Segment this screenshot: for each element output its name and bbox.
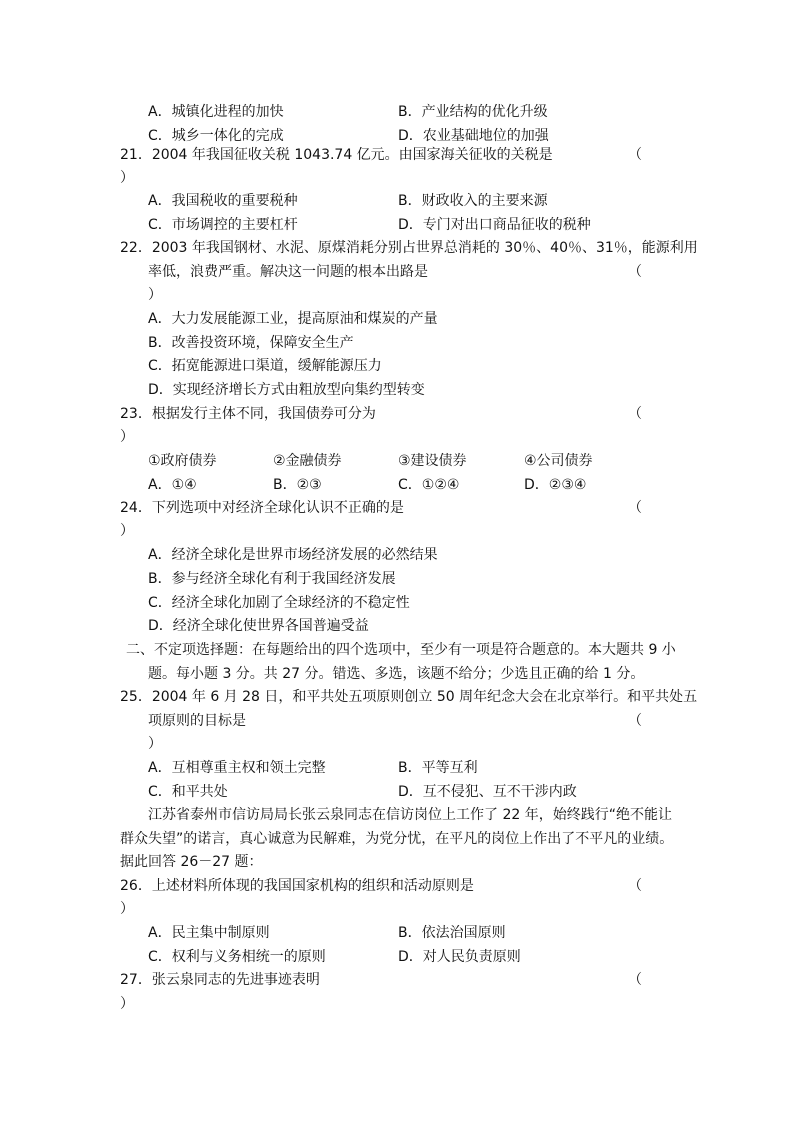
q24-option-c: C．经济全球化加剧了全球经济的不稳定性 bbox=[148, 595, 410, 611]
q20-option-d: D．农业基础地位的加强 bbox=[398, 128, 549, 144]
q22-option-d: D．实现经济增长方式由粗放型向集约型转变 bbox=[148, 382, 425, 398]
q26-option-d: D．对人民负责原则 bbox=[398, 949, 521, 965]
q22-paren-close: ） bbox=[148, 287, 162, 303]
q20-option-a: A．城镇化进程的加快 bbox=[148, 104, 284, 120]
q24-option-b: B．参与经济全球化有利于我国经济发展 bbox=[148, 571, 396, 587]
q21-option-a: A．我国税收的重要税种 bbox=[148, 193, 298, 209]
q26-stem: 26．上述材料所体现的我国国家机构的组织和活动原则是 bbox=[120, 878, 474, 894]
material-line3: 据此回答 26－27 题： bbox=[120, 854, 263, 870]
q23-item-1: ①政府债券 bbox=[148, 453, 217, 469]
q20-option-b: B．产业结构的优化升级 bbox=[398, 104, 548, 120]
q23-paren-close: ） bbox=[120, 429, 134, 445]
q21-option-d: D．专门对出口商品征收的税种 bbox=[398, 217, 591, 233]
q25-stem-line1: 25．2004 年 6 月 28 日，和平共处五项原则创立 50 周年纪念大会在北京举行。和平共处五 bbox=[120, 689, 698, 705]
q25-paren-close: ） bbox=[148, 736, 162, 752]
q24-stem: 24．下列选项中对经济全球化认识不正确的是 bbox=[120, 500, 404, 516]
material-line1: 江苏省泰州市信访局局长张云泉同志在信访岗位上工作了 22 年，始终践行“绝不能让 bbox=[148, 807, 672, 823]
q27-stem: 27．张云泉同志的先进事迹表明 bbox=[120, 972, 320, 988]
q26-option-a: A．民主集中制原则 bbox=[148, 925, 270, 941]
q23-item-2: ②金融债券 bbox=[273, 453, 342, 469]
q25-paren-open: （ bbox=[628, 713, 642, 729]
q25-stem-line2: 项原则的目标是 bbox=[148, 713, 246, 729]
q25-option-d: D．互不侵犯、互不干涉内政 bbox=[398, 784, 577, 800]
q24-paren-close: ） bbox=[120, 523, 134, 539]
q24-option-d: D．经济全球化使世界各国普遍受益 bbox=[148, 618, 369, 634]
q21-paren-close: ） bbox=[120, 170, 134, 186]
q23-item-4: ④公司债券 bbox=[524, 453, 593, 469]
q23-item-3: ③建设债券 bbox=[398, 453, 467, 469]
q22-paren-open: （ bbox=[628, 264, 642, 280]
q26-option-c: C．权利与义务相统一的原则 bbox=[148, 949, 326, 965]
q22-option-c: C．拓宽能源进口渠道，缓解能源压力 bbox=[148, 358, 382, 374]
q27-paren-open: （ bbox=[628, 972, 642, 988]
q21-option-c: C．市场调控的主要杠杆 bbox=[148, 217, 298, 233]
q23-option-c: C．①②④ bbox=[398, 477, 460, 493]
q23-stem: 23．根据发行主体不同，我国债券可分为 bbox=[120, 406, 376, 422]
q21-paren-open: （ bbox=[628, 147, 642, 163]
q24-option-a: A．经济全球化是世界市场经济发展的必然结果 bbox=[148, 547, 438, 563]
q25-option-c: C．和平共处 bbox=[148, 784, 228, 800]
q27-paren-close: ） bbox=[120, 996, 134, 1012]
q26-paren-close: ） bbox=[120, 901, 134, 917]
q23-paren-open: （ bbox=[628, 406, 642, 422]
q26-option-b: B．依法治国原则 bbox=[398, 925, 506, 941]
q25-option-a: A．互相尊重主权和领土完整 bbox=[148, 760, 326, 776]
q23-option-a: A．①④ bbox=[148, 477, 197, 493]
q22-stem-line1: 22．2003 年我国钢材、水泥、原煤消耗分别占世界总消耗的 30％、40％、31％，能源利用 bbox=[120, 240, 698, 256]
q22-stem-line2: 率低，浪费严重。解决这一问题的根本出路是 bbox=[148, 264, 428, 280]
q21-option-b: B．财政收入的主要来源 bbox=[398, 193, 548, 209]
section2-heading-line1: 二、不定项选择题：在每题给出的四个选项中，至少有一项是符合题意的。本大题共 9 小 bbox=[126, 642, 676, 658]
material-line2: 群众失望”的诺言，真心诚意为民解难，为党分忧，在平凡的岗位上作出了不平凡的业绩。 bbox=[120, 831, 674, 847]
q26-paren-open: （ bbox=[628, 878, 642, 894]
q20-option-c: C．城乡一体化的完成 bbox=[148, 128, 284, 144]
q24-paren-open: （ bbox=[628, 500, 642, 516]
q21-stem: 21．2004 年我国征收关税 1043.74 亿元。由国家海关征收的关税是 bbox=[120, 147, 553, 163]
q22-option-a: A．大力发展能源工业，提高原油和煤炭的产量 bbox=[148, 311, 438, 327]
section2-heading-line2: 题。每小题 3 分。共 27 分。错选、多选，该题不给分；少选且正确的给 1 分。 bbox=[148, 666, 645, 682]
q25-option-b: B．平等互利 bbox=[398, 760, 478, 776]
q23-option-d: D．②③④ bbox=[524, 477, 587, 493]
q22-option-b: B．改善投资环境，保障安全生产 bbox=[148, 335, 354, 351]
q23-option-b: B．②③ bbox=[273, 477, 322, 493]
